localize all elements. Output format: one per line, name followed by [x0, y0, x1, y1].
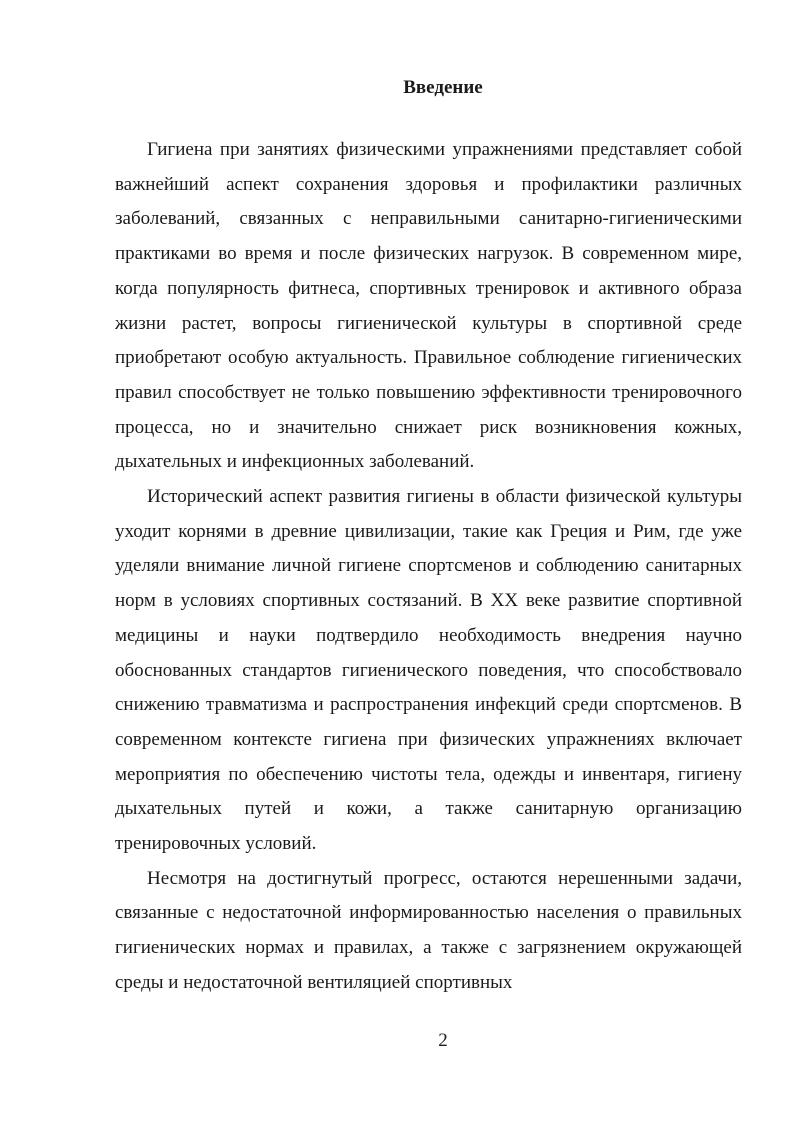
body-text [115, 133, 742, 1001]
paragraph-2: Исторический аспект развития гигиены в области физической культуры уходит корнями в древние цивилизации, такие как Греция и Рим, где уже уделяли внимание личной гигиене спортсменов и соблюдению санитарных норм в условиях спортивных состязаний. В XX веке развитие спортивной медицины и науки подтвердило необходимость внедрения научно обоснованных стандартов гигиенического поведения, что способствовало снижению травматизма и распространения инфекций среди спортсменов. В современном контексте гигиена при физических упражнениях включает мероприятия по обеспечению чистоты тела, одежды и инвентаря, гигиену дыхательных путей и кожи, а также санитарную организацию тренировочных условий. [115, 486, 742, 855]
paragraph-3: Несмотря на достигнутый прогресс, остаются нерешенными задачи, связанные с недостаточной информированностью населения о правильных гигиенических нормах и правилах, а также с загрязнением окружающей среды и недостаточной вентиляцией спортивных [115, 867, 742, 993]
section-heading: Введение [403, 77, 483, 98]
page-number: 2 [438, 1030, 448, 1051]
paragraph-1: Гигиена при занятиях физическими упражнениями представляет собой важнейший аспект сохранения здоровья и профилактики различных заболеваний, связанных с неправильными санитарно-гигиеническими практиками во время и после физических нагрузок. В современном мире, когда популярность фитнеса, спортивных тренировок и активного образа жизни растет, вопросы гигиенической культуры в спортивной среде приобретают особую актуальность. Правильное соблюдение гигиенических правил способствует не только повышению эффективности тренировочного процесса, но и значительно снижает риск возникновения кожных, дыхательных и инфекционных заболеваний. [115, 139, 742, 473]
